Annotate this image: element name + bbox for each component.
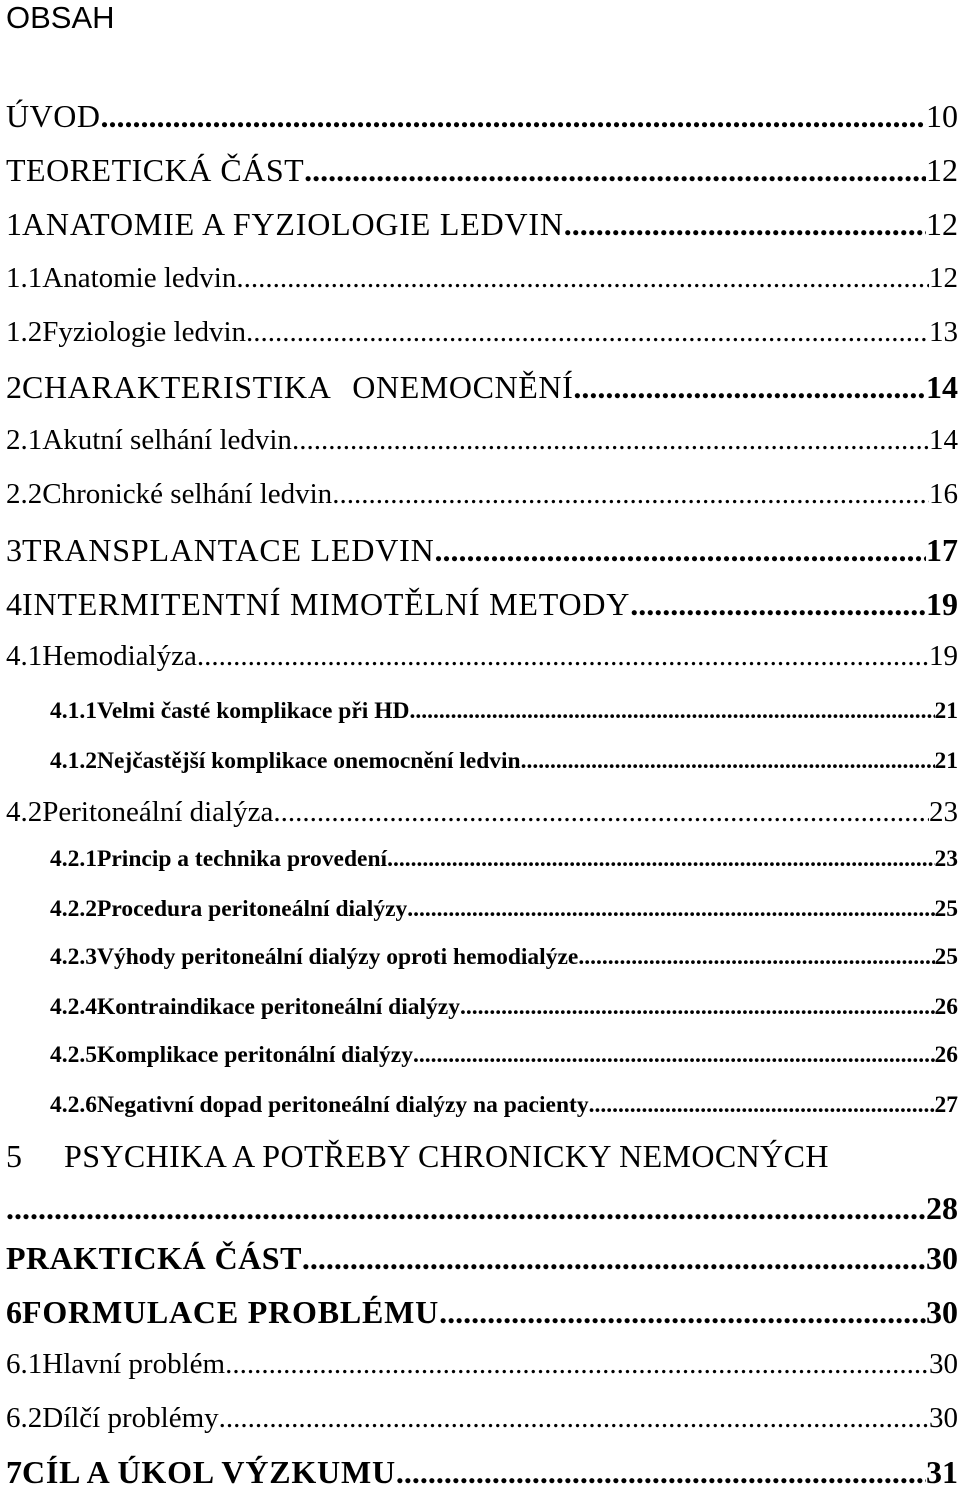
toc-entry-uvod[interactable] (6, 98, 958, 135)
toc-entry-3[interactable] (6, 532, 958, 569)
toc-entry-page: 12 (926, 206, 958, 242)
toc-entry-2-2[interactable] (6, 478, 958, 511)
toc-leader-dots (332, 478, 929, 511)
toc-leader-dots (439, 1294, 926, 1331)
toc-entry-number: 1.1 (6, 262, 43, 294)
toc-entry-number: 4.1.2 (50, 748, 97, 774)
toc-entry-number: 3 (6, 532, 22, 568)
toc-entry-number: 4.1.1 (50, 698, 97, 724)
toc-entry-1-1[interactable] (6, 262, 958, 295)
toc-entry-number: 4.2.4 (50, 994, 97, 1020)
toc-entry-title: Anatomie ledvin (42, 262, 237, 294)
toc-entry-title: Akutní selhání ledvin (42, 424, 292, 456)
toc-entry-title: PSYCHIKA A POTŘEBY CHRONICKY NEMOCNÝCH (64, 1138, 829, 1174)
toc-leader-dots (521, 748, 935, 775)
page-title: OBSAH (6, 0, 115, 35)
toc-leader-dots (197, 640, 929, 673)
toc-entry-title: CHARAKTERISTIKA ONEMOCNĚNÍ (22, 369, 574, 405)
toc-entry-4-2-6[interactable] (50, 1092, 958, 1119)
toc-entry-title: Velmi časté komplikace při HD (97, 698, 410, 724)
toc-leader-dots (435, 532, 926, 569)
toc-leader-dots (100, 98, 926, 135)
toc-entry-number: 4 (6, 586, 22, 622)
toc-entry-title: Hemodialýza (42, 640, 197, 672)
toc-entry-6-2[interactable] (6, 1402, 958, 1435)
toc-entry-title: TRANSPLANTACE LEDVIN (22, 532, 435, 568)
toc-entry-2[interactable] (6, 369, 958, 406)
toc-leader-dots (225, 1348, 929, 1381)
toc-entry-number: 5 (6, 1138, 22, 1174)
toc-entry-page: 19 (926, 586, 958, 622)
toc-entry-page: 31 (926, 1454, 958, 1490)
toc-entry-title: PRAKTICKÁ ČÁST (6, 1240, 302, 1276)
toc-entry-page: 14 (929, 424, 958, 456)
toc-entry-7[interactable] (6, 1454, 958, 1491)
toc-entry-title: Dílčí problémy (42, 1402, 219, 1434)
toc-leader-dots (387, 846, 934, 873)
toc-entry-title: INTERMITENTNÍ MIMOTĚLNÍ METODY (22, 586, 631, 622)
toc-entry-page: 30 (929, 1348, 958, 1380)
toc-entry-title: Výhody peritoneální dialýzy oproti hemodialýze (97, 944, 579, 970)
toc-entry-number: 4.2 (6, 796, 43, 828)
toc-entry-number: 4.1 (6, 640, 43, 672)
toc-entry-4-2[interactable] (6, 796, 958, 829)
toc-entry-page: 25 (934, 896, 958, 922)
toc-entry-page: 26 (934, 994, 958, 1020)
toc-entry-1-2[interactable] (6, 316, 958, 349)
toc-leader-dots (407, 896, 934, 923)
toc-leader-dots (396, 1454, 926, 1491)
toc-entry-title: Princip a technika provedení (97, 846, 388, 872)
toc-entry-1[interactable] (6, 206, 958, 243)
toc-entry-title: FORMULACE PROBLÉMU (22, 1294, 440, 1330)
toc-leader-dots (630, 586, 926, 623)
toc-entry-4-2-1[interactable] (50, 846, 958, 873)
toc-entry-4-1-1[interactable] (50, 698, 958, 725)
toc-entry-title: Peritoneální dialýza (42, 796, 274, 828)
toc-entry-number: 4.2.2 (50, 896, 97, 922)
toc-leader-dots (304, 152, 926, 189)
toc-entry-title: Fyziologie ledvin (42, 316, 247, 348)
toc-leader-dots (302, 1240, 926, 1277)
toc-entry-page: 26 (934, 1042, 958, 1068)
toc-leader-dots (6, 1190, 926, 1227)
toc-leader-dots (273, 796, 929, 829)
toc-entry-page: 27 (934, 1092, 958, 1118)
toc-entry-page: 13 (929, 316, 958, 348)
toc-entry-title: Negativní dopad peritoneální dialýzy na pacienty (97, 1092, 589, 1118)
toc-entry-number: 6 (6, 1294, 22, 1330)
toc-entry-page: 23 (929, 796, 958, 828)
toc-entry-6-1[interactable] (6, 1348, 958, 1381)
toc-entry-number: 1 (6, 206, 22, 242)
toc-entry-page: 21 (934, 748, 958, 774)
toc-entry-title: Hlavní problém (42, 1348, 226, 1380)
toc-entry-4-2-4[interactable] (50, 994, 958, 1021)
toc-entry-4-2-5[interactable] (50, 1042, 958, 1069)
toc-entry-6[interactable] (6, 1294, 958, 1331)
toc-entry-number: 7 (6, 1454, 22, 1490)
toc-entry-number: 1.2 (6, 316, 43, 348)
toc-entry-page: 10 (926, 98, 958, 134)
toc-entry-page: 30 (926, 1240, 958, 1276)
toc-entry-number: 4.2.6 (50, 1092, 97, 1118)
toc-entry-title: ANATOMIE A FYZIOLOGIE LEDVIN (22, 206, 564, 242)
toc-leader-dots (413, 1042, 935, 1069)
toc-entry-title: ÚVOD (6, 98, 101, 134)
toc-entry-number: 4.2.1 (50, 846, 97, 872)
toc-entry-page: 12 (926, 152, 958, 188)
toc-leader-dots (292, 424, 929, 457)
toc-leader-dots (236, 262, 929, 295)
toc-entry-title: Chronické selhání ledvin (42, 478, 333, 510)
toc-entry-title: Procedura peritoneální dialýzy (97, 896, 408, 922)
toc-entry-prakticka-cast[interactable] (6, 1240, 958, 1277)
toc-entry-number: 6.1 (6, 1348, 43, 1380)
toc-entry-page: 19 (929, 640, 958, 672)
toc-entry-page: 14 (926, 369, 958, 405)
toc-entry-title: Kontraindikace peritoneální dialýzy (97, 994, 460, 1020)
toc-entry-title: TEORETICKÁ ČÁST (6, 152, 305, 188)
toc-entry-2-1[interactable] (6, 424, 958, 457)
toc-entry-page: 16 (929, 478, 958, 510)
toc-entry-title: Nejčastější komplikace onemocnění ledvin (97, 748, 521, 774)
toc-leader-dots (219, 1402, 929, 1435)
toc-entry-title: CÍL A ÚKOL VÝZKUMU (22, 1454, 396, 1490)
toc-leader-dots (460, 994, 935, 1021)
toc-entry-page: 25 (934, 944, 958, 970)
toc-entry-title: Komplikace peritonální dialýzy (97, 1042, 413, 1068)
toc-entry-number: 2 (6, 369, 22, 405)
toc-leader-dots (589, 1092, 935, 1119)
toc-entry-4-2-3[interactable] (50, 944, 958, 971)
toc-entry-number: 4.2.5 (50, 1042, 97, 1068)
toc-entry-4-1-2[interactable] (50, 748, 958, 775)
toc-entry-number: 2.1 (6, 424, 43, 456)
toc-entry-4-1[interactable] (6, 640, 958, 673)
toc-leader-dots (246, 316, 929, 349)
toc-entry-page: 28 (926, 1190, 958, 1226)
toc-entry-5[interactable] (6, 1138, 958, 1175)
toc-entry-4[interactable] (6, 586, 958, 623)
toc-entry-page: 23 (934, 846, 958, 872)
toc-leader-dots (578, 944, 934, 971)
toc-entry-page: 30 (929, 1402, 958, 1434)
toc-entry-page: 17 (926, 532, 958, 568)
toc-entry-page: 12 (929, 262, 958, 294)
toc-entry-number: 4.2.3 (50, 944, 97, 970)
toc-entry-page: 30 (926, 1294, 958, 1330)
toc-entry-number: 6.2 (6, 1402, 43, 1434)
toc-leader-dots (409, 698, 934, 725)
toc-leader-dots (573, 369, 926, 406)
toc-entry-5-continuation[interactable] (6, 1190, 958, 1227)
toc-entry-page: 21 (934, 698, 958, 724)
toc-entry-number: 2.2 (6, 478, 43, 510)
toc-leader-dots (564, 206, 926, 243)
toc-entry-teoreticka-cast[interactable] (6, 152, 958, 189)
toc-entry-4-2-2[interactable] (50, 896, 958, 923)
